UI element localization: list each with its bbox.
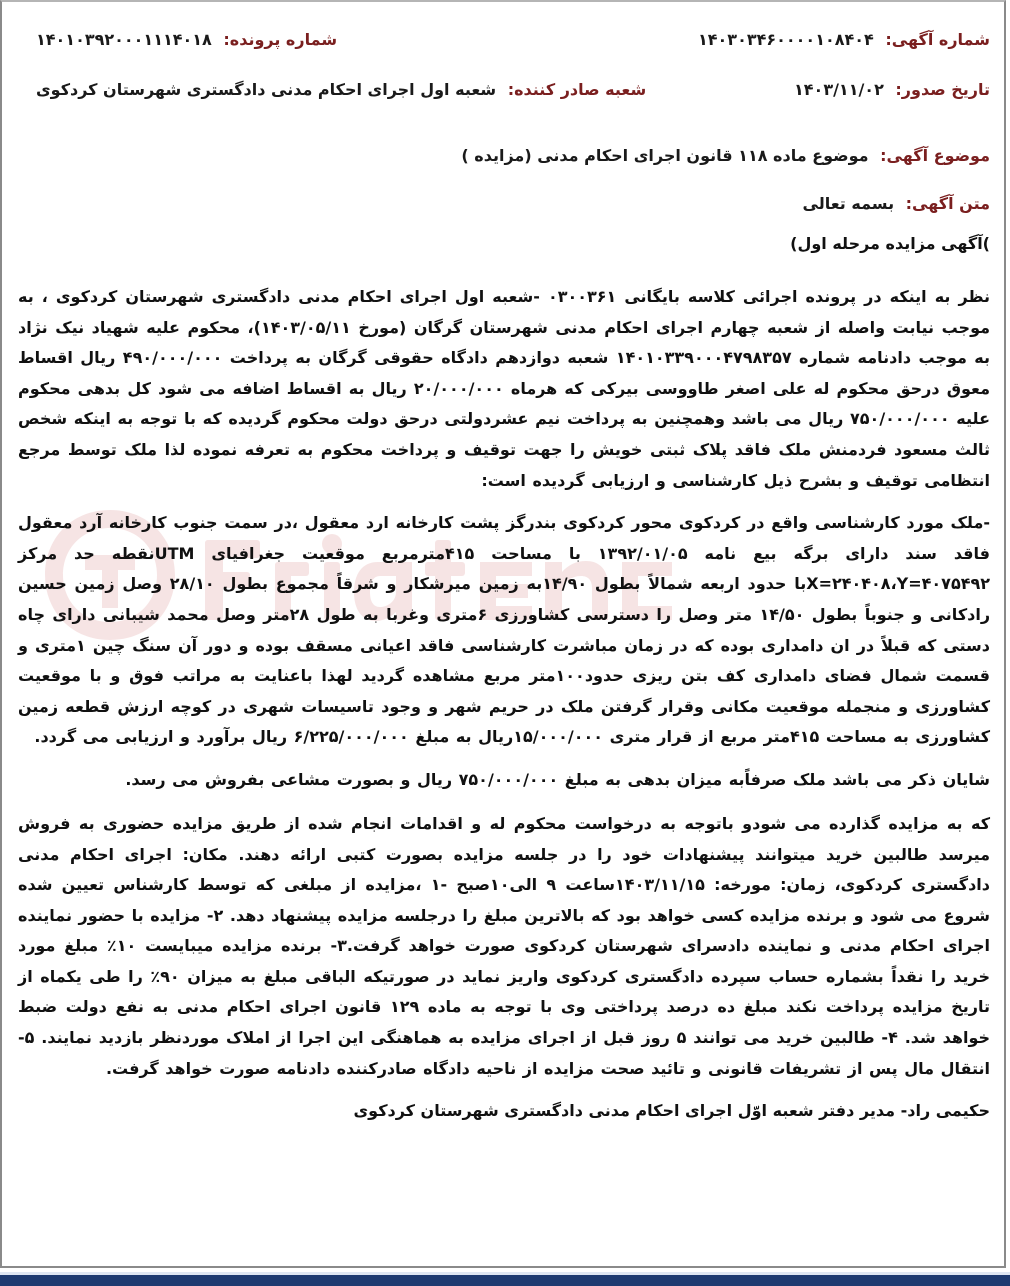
ad-number-value: ۱۴۰۳۰۳۴۶۰۰۰۰۱۰۸۴۰۴ [698, 30, 874, 49]
footer-bar [0, 1272, 1010, 1286]
paragraph-property-description: -ملک مورد کارشناسی واقع در کردکوی محور کردکوی بندرگز پشت کارخانه ارد معقول ،در سمت جنوب کارخانه آرد معقول فاقد سند دارای برگه بیع نامه ۱۳۹۲/۰۱/۰۵ با مساحت ۴۱۵مترمربع موقعیت جغرافیای UTMنقطه حد مرکز X=۲۴۰۴۰۸،Y=۴۰۷۵۴۹۲با حدود اربعه شمالاً بطول ۱۴/۹۰به زمین میرشکار و شرقاً مجموع بطول ۲۸/۱۰ وصل زمین حسین رادکانی و جنوباً بطول ۱۴/۵۰ متر وصل را دسترسی کشاورزی ۶متری وغربا به طول ۲۸متر وصل محمد شیبانی دارای چاه دستی که قبلاً در ان دامداری بوده که در زمان مباشرت کارشناسی فاقد اعیانی مسقف بوده و دور آن سنگ چین ۱متری و قسمت شمال فضای دامداری کف بتن ریزی حدود۱۰۰متر مربع مشاهده گردید لهذا باعنایت به مراتب فوق و با موقعیت کشاورزی و منجمله موقعیت مکانی وقرار گرفتن ملک در حریم شهر و وجود تاسیسات شهری در کوچه ارزش قطعه زمین کشاورزی به مساحت ۴۱۵متر مربع از قرار متری ۱۵/۰۰۰/۰۰۰ریال به مبلغ ۶/۲۲۵/۰۰۰/۰۰۰ ریال برآورد و ارزیابی می گردد. [18, 513, 991, 747]
footer-bar-highlight [0, 1272, 1010, 1275]
case-number-value: ۱۴۰۱۰۳۹۲۰۰۰۱۱۱۴۰۱۸ [36, 30, 212, 49]
paragraph-auction-terms: که به مزایده گذارده می شودو باتوجه به درخواست محکوم له و اقدامات انجام شده از طریق مزایده حضوری به فروش میرسد طالبین خرید میتوانند پیشنهادات خود را در جلسه مزایده بصورت کتبی ارائه دهند. مکان: اجرای احکام مدنی دادگستری کردکوی، زمان: مورخه: ۱۴۰۳/۱۱/۱۵ساعت ۹ الی۱۰صبح -۱ ،مزایده از مبلغی که توسط کارشناس تعیین شده شروع می شود و برنده مزایده کسی خواهد بود که بالاترین مبلغ را درجلسه مزایده پیشنهاد دهد. ۲- مزایده با حضور نماینده اجرای احکام مدنی و نماینده دادسرای شهرستان کردکوی صورت خواهد گرفت.۳- برنده مزایده میبایست ۱۰٪ مبلغ مورد خرید را نقداً بشماره حساب سپرده دادگستری کردکوی واریز نماید در صورتیکه الباقی مبلغ به میزان ۹۰٪ را طی یکماه از تاریخ مزایده پرداخت نکند مبلغ ده درصد پرداختی وی با توجه به ماده ۱۲۹ قانون اجرای احکام مدنی به نفع دولت ضبط خواهد شد. ۴- طالبین خرید می توانند ۵ روز قبل از اجرای مزایده به هماهنگی این اجرا از املاک موردنظر بازدید نمایند. ۵-انتقال مال پس از تشریفات قانونی و تائید صحت مزایده از ناحیه دادگاه صادرکننده دادنامه صورت خواهد گرفت. [18, 813, 991, 1078]
announcement-document [18, 30, 990, 1126]
auction-title: )آگهی مزایده مرحله اول) [790, 234, 990, 253]
issue-date-label: تاریخ صدور: [895, 80, 990, 99]
case-number [18, 30, 337, 49]
signature-line: حکیمی راد- مدیر دفتر شعبه اوّل اجرای احکام مدنی دادگستری شهرستان کردکوی [353, 1101, 990, 1121]
issuer [18, 80, 646, 99]
body-intro-line [18, 194, 990, 234]
body-intro-value: بسمه تعالی [802, 194, 895, 213]
header-row-numbers [18, 30, 990, 80]
subject-value: موضوع ماده ۱۱۸ قانون اجرای احکام مدنی (مزایده ) [461, 146, 869, 165]
header-row-issuer [18, 80, 990, 130]
subject-label: موضوع آگهی: [880, 146, 990, 165]
ad-number [690, 30, 990, 49]
paragraph-case-summary: نظر به اینکه در پرونده اجرائی کلاسه بایگانی ۰۳۰۰۳۶۱ -شعبه اول اجرای احکام مدنی دادگستری شهرستان کردکوی ، به موجب نیابت واصله از شعبه چهارم اجرای احکام مدنی شهرستان گرگان (مورخ ۱۴۰۳/۰۵/۱۱)، محکوم علیه شهیاد نیک نژاد به موجب دادنامه شماره ۱۴۰۱۰۳۳۹۰۰۰۴۷۹۸۳۵۷ شعبه دوازدهم دادگاه حقوقی گرگان به پرداخت ۴۹۰/۰۰۰/۰۰۰ ریال اقساط معوق درحق محکوم له علی اصغر طاووسی بیرکی که هرماه ۲۰/۰۰۰/۰۰۰ ریال به اقساط اضافه می شود کل بدهی محکوم علیه ۷۵۰/۰۰۰/۰۰۰ ریال می باشد وهمچنین به پرداخت نیم عشردولتی درحق دولت محکوم گردیده که با توجه به اینکه شخص ثالث مسعود فردمنش ملک فاقد پلاک ثبتی خویش را جهت توقیف و پرداخت محکوم به تعرفه نموده لذا ملک توسط مرجع انتظامی توقیف و بشرح ذیل کارشناسی و ارزیابی گردیده است: [18, 287, 991, 490]
issue-date-value: ۱۴۰۳/۱۱/۰۲ [794, 80, 884, 99]
ad-number-label: شماره آگهی: [885, 30, 990, 49]
case-number-label: شماره پرونده: [223, 30, 338, 49]
issue-date [690, 80, 990, 99]
paragraph-sale-note: شایان ذکر می باشد ملک صرفاًبه میزان بدهی به مبلغ ۷۵۰/۰۰۰/۰۰۰ ریال و بصورت مشاعی بفروش می رسد. [125, 769, 990, 789]
issuer-label: شعبه صادر کننده: [507, 80, 647, 99]
subject-line [18, 146, 990, 194]
issuer-value: شعبه اول اجرای احکام مدنی دادگستری شهرستان کردکوی [36, 80, 497, 99]
body-label: متن آگهی: [905, 194, 990, 213]
